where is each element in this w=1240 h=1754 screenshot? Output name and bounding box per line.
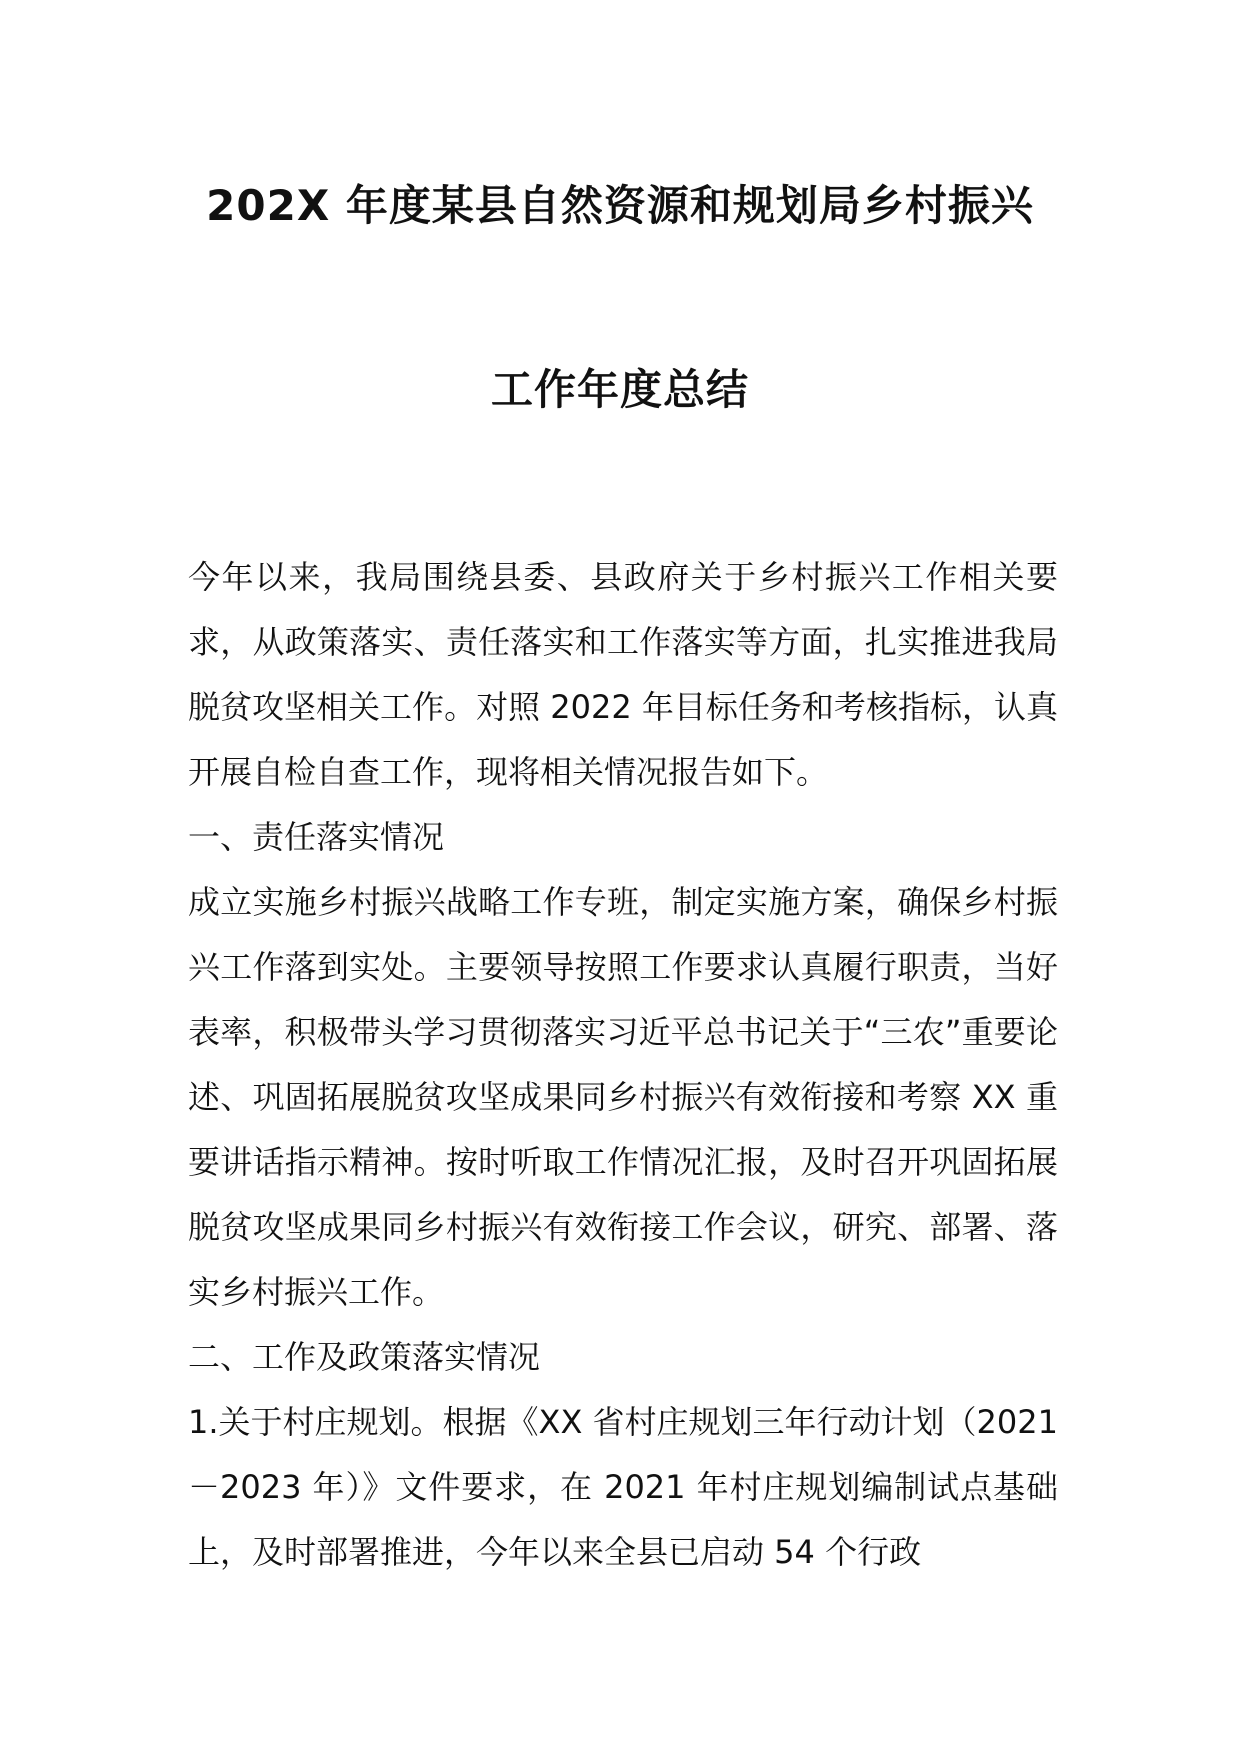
section-heading-policy: 二、工作及政策落实情况	[188, 1338, 541, 1376]
document-title-line-2: 工作年度总结	[490, 365, 749, 414]
paragraph-responsibility: 成立实施乡村振兴战略工作专班，制定实施方案，确保乡村振兴工作落到实处。主要领导按照工作要求认真履行职责，当好表率，积极带头学习贯彻落实习近平总书记关于“三农”重要论述、巩固拓展脱贫攻坚成果同乡村振兴有效衔接和考察 XX 重要讲话指示精神。按时听取工作情况汇报，及时召开巩固拓展脱贫攻坚成果同乡村振兴有效衔接工作会议，研究、部署、落实乡村振兴工作。	[188, 883, 1058, 1311]
document-body	[188, 545, 1058, 1585]
section-heading-responsibility: 一、责任落实情况	[188, 818, 445, 856]
paragraph-village-planning: 1.关于村庄规划。根据《XX 省村庄规划三年行动计划（2021－2023 年）》文件要求，在 2021 年村庄规划编制试点基础上，及时部署推进，今年以来全县已启动 54 个行政	[188, 1403, 1058, 1571]
paragraph-intro: 今年以来，我局围绕县委、县政府关于乡村振兴工作相关要求，从政策落实、责任落实和工作落实等方面，扎实推进我局脱贫攻坚相关工作。对照 2022 年目标任务和考核指标，认真开展自检自查工作，现将相关情况报告如下。	[188, 558, 1058, 791]
document-title-line-1: 202X 年度某县自然资源和规划局乡村振兴	[206, 181, 1034, 230]
